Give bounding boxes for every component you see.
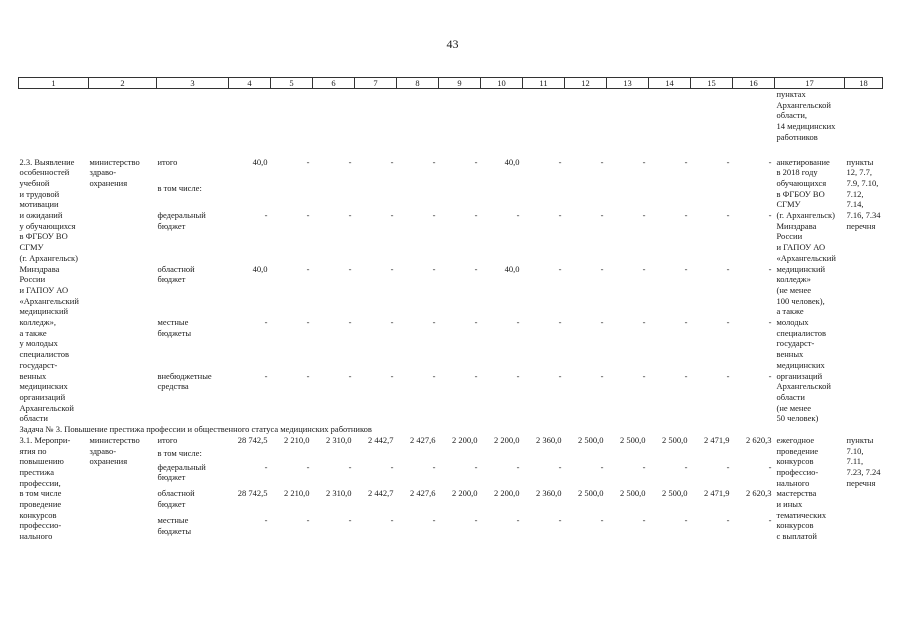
spacer-row xyxy=(19,143,883,157)
column-number: 15 xyxy=(691,78,733,89)
amount-cell: - xyxy=(348,370,352,381)
amount-cell: - xyxy=(432,210,436,221)
amount-cell: 2 500,0 xyxy=(662,488,688,499)
amount-cell: 2 500,0 xyxy=(578,488,604,499)
amount-cell xyxy=(607,448,649,461)
amount-cell: - xyxy=(348,515,352,526)
amount-cell: - xyxy=(642,370,646,381)
amount-cell xyxy=(565,183,607,210)
amount-cell: - xyxy=(306,370,310,381)
column-number: 6 xyxy=(313,78,355,89)
responsible-executor: министерство здраво- охранения xyxy=(89,434,140,467)
amount-cell: - xyxy=(306,210,310,221)
amount-cell: - xyxy=(348,210,352,221)
amount-cell: 40,0 xyxy=(504,263,520,274)
column-number: 5 xyxy=(271,78,313,89)
amount-cell: - xyxy=(726,370,730,381)
amount-cell: 2 442,7 xyxy=(368,488,394,499)
amount-cell: - xyxy=(264,317,268,328)
amount-cell xyxy=(691,448,733,461)
amount-cell xyxy=(439,448,481,461)
amount-cell xyxy=(397,183,439,210)
funding-source-label: федеральный бюджет xyxy=(157,210,206,231)
column-number: 12 xyxy=(565,78,607,89)
amount-cell: 40,0 xyxy=(252,156,268,167)
amount-cell: - xyxy=(264,515,268,526)
amount-cell: 2 210,0 xyxy=(284,434,310,445)
amount-cell: - xyxy=(768,156,772,167)
amount-cell: - xyxy=(642,263,646,274)
amount-cell xyxy=(733,183,775,210)
amount-cell: - xyxy=(558,263,562,274)
measure-name: 2.3. Выявление особенностей учебной и трудовой мотивации и ожиданий у обучающихся в ФГБОУ ВО СГМУ (г. Архангельск) Минздрава России и ГАПОУ АО «Архангельский медицинский колледж», а также у молодых специалистов государст- венных медицинских организаций Архангельской области xyxy=(19,156,79,424)
amount-cell xyxy=(229,183,271,210)
amount-cell xyxy=(607,183,649,210)
amount-cell: - xyxy=(474,515,478,526)
funding-source-label: в том числе: xyxy=(157,448,202,459)
task-heading-row xyxy=(19,424,883,435)
amount-cell: - xyxy=(726,156,730,167)
amount-cell: - xyxy=(768,263,772,274)
amount-cell: 2 210,0 xyxy=(284,488,310,499)
amount-cell: - xyxy=(600,370,604,381)
amount-cell: - xyxy=(306,461,310,472)
amount-cell: - xyxy=(390,515,394,526)
column-number: 10 xyxy=(481,78,523,89)
amount-cell: - xyxy=(558,461,562,472)
amount-cell: 2 442,7 xyxy=(368,434,394,445)
amount-cell xyxy=(649,448,691,461)
amount-cell: - xyxy=(474,156,478,167)
amount-cell: - xyxy=(432,515,436,526)
column-number: 11 xyxy=(523,78,565,89)
amount-cell: - xyxy=(684,210,688,221)
measure-name: 3.1. Меропри- ятия по повышению престижа профессии, в том числе проведение конкурсов профессио- нального xyxy=(19,434,71,542)
empty-cell xyxy=(19,143,883,157)
amount-cell: - xyxy=(684,461,688,472)
reference-points: пункты 7.10, 7.11, 7.23, 7.24 перечня xyxy=(846,434,881,488)
amount-cell: - xyxy=(600,461,604,472)
amount-cell: - xyxy=(558,515,562,526)
column-number: 2 xyxy=(89,78,157,89)
amount-cell: 2 200,0 xyxy=(452,488,478,499)
amount-cell: 2 427,6 xyxy=(410,488,436,499)
responsible-executor: министерство здраво- охранения xyxy=(89,156,140,188)
amount-cell: - xyxy=(726,210,730,221)
amount-cell: - xyxy=(726,461,730,472)
amount-cell: - xyxy=(474,317,478,328)
amount-cell: - xyxy=(432,156,436,167)
amount-cell: 2 310,0 xyxy=(326,488,352,499)
amount-cell: - xyxy=(726,317,730,328)
amount-cell: - xyxy=(390,210,394,221)
expected-result: анкетирование в 2018 году обучающихся в ФГБОУ ВО СГМУ (г. Архангельск) Минздрава России и ГАПОУ АО «Архангельский медицинский колледж» (не менее 100 человек), а также молодых специалистов государст- венных медицинских организаций Архангельской области (не менее 50 человек) xyxy=(776,156,836,424)
amount-cell: - xyxy=(600,515,604,526)
amount-cell: - xyxy=(558,370,562,381)
column-number-header xyxy=(19,78,883,89)
amount-cell: 2 620,3 xyxy=(746,434,772,445)
amount-cell: - xyxy=(642,461,646,472)
amount-cell xyxy=(481,448,523,461)
amount-cell xyxy=(271,448,313,461)
amount-cell: 2 471,9 xyxy=(704,434,730,445)
amount-cell xyxy=(397,448,439,461)
amount-cell: 2 310,0 xyxy=(326,434,352,445)
amount-cell xyxy=(355,183,397,210)
amount-cell: 2 471,9 xyxy=(704,488,730,499)
amount-cell: - xyxy=(600,210,604,221)
column-number: 18 xyxy=(845,78,883,89)
amount-cell: - xyxy=(348,461,352,472)
amount-cell: - xyxy=(432,370,436,381)
amount-cell: - xyxy=(474,461,478,472)
funding-row xyxy=(19,435,883,448)
amount-cell: - xyxy=(516,370,520,381)
amount-cell: - xyxy=(684,263,688,274)
amount-cell: - xyxy=(642,210,646,221)
amount-cell: 2 427,6 xyxy=(410,434,436,445)
amount-cell: - xyxy=(432,263,436,274)
amount-cell xyxy=(565,448,607,461)
amount-cell: - xyxy=(390,263,394,274)
amount-cell xyxy=(271,183,313,210)
amount-cell: - xyxy=(768,210,772,221)
amount-cell: 2 500,0 xyxy=(578,434,604,445)
column-number: 1 xyxy=(19,78,89,89)
amount-cell: - xyxy=(390,156,394,167)
amount-cell: - xyxy=(348,263,352,274)
amount-cell xyxy=(481,183,523,210)
amount-cell: - xyxy=(516,461,520,472)
amount-cell: - xyxy=(768,370,772,381)
amount-cell: 2 200,0 xyxy=(494,488,520,499)
amount-cell xyxy=(523,448,565,461)
amount-cell: 2 500,0 xyxy=(620,488,646,499)
column-number: 7 xyxy=(355,78,397,89)
amount-cell: - xyxy=(474,210,478,221)
amount-cell: - xyxy=(558,210,562,221)
amount-cell: - xyxy=(516,515,520,526)
amount-cell: 2 360,0 xyxy=(536,434,562,445)
column-number: 3 xyxy=(157,78,229,89)
amount-cell: - xyxy=(264,370,268,381)
amount-cell: - xyxy=(642,317,646,328)
funding-source-label: местные бюджеты xyxy=(157,317,192,338)
column-number: 17 xyxy=(775,78,845,89)
task-heading: Задача № 3. Повышение престижа профессии и общественного статуса медицинских работников xyxy=(19,424,372,435)
amount-cell: - xyxy=(558,156,562,167)
amount-cell: - xyxy=(642,156,646,167)
amount-cell: - xyxy=(600,317,604,328)
amount-cell xyxy=(649,183,691,210)
amount-cell: 2 360,0 xyxy=(536,488,562,499)
amount-cell: 2 500,0 xyxy=(662,434,688,445)
amount-cell xyxy=(229,448,271,461)
column-number: 4 xyxy=(229,78,271,89)
column-number: 9 xyxy=(439,78,481,89)
funding-row xyxy=(19,157,883,184)
amount-cell xyxy=(313,183,355,210)
amount-cell xyxy=(439,183,481,210)
amount-cell: - xyxy=(684,370,688,381)
amount-cell: - xyxy=(600,156,604,167)
amount-cell: - xyxy=(306,156,310,167)
amount-cell: - xyxy=(264,461,268,472)
amount-cell: - xyxy=(726,515,730,526)
column-number: 13 xyxy=(607,78,649,89)
reference-points: пункты 12, 7.7, 7.9, 7.10, 7.12, 7.14, 7.16, 7.34 перечня xyxy=(846,156,881,231)
amount-cell: - xyxy=(684,156,688,167)
funding-source-label: итого xyxy=(157,434,178,445)
amount-cell: - xyxy=(306,515,310,526)
amount-cell: 2 200,0 xyxy=(494,434,520,445)
column-number: 16 xyxy=(733,78,775,89)
amount-cell: - xyxy=(474,370,478,381)
page-number: 43 xyxy=(446,37,459,51)
amount-cell: - xyxy=(768,515,772,526)
column-number: 8 xyxy=(397,78,439,89)
amount-cell: - xyxy=(768,317,772,328)
amount-cell: 2 620,3 xyxy=(746,488,772,499)
amount-cell: 28 742,5 xyxy=(237,488,268,499)
funding-source-label: местные бюджеты xyxy=(157,515,192,536)
funding-source-label: внебюджетные средства xyxy=(157,370,212,392)
funding-source-label: в том числе: xyxy=(157,183,202,194)
empty-cell xyxy=(19,89,775,143)
amount-cell: - xyxy=(264,210,268,221)
amount-cell xyxy=(691,183,733,210)
program-table xyxy=(18,77,883,542)
amount-cell: - xyxy=(432,461,436,472)
amount-cell: - xyxy=(516,317,520,328)
amount-cell: 2 200,0 xyxy=(452,434,478,445)
amount-cell: - xyxy=(684,515,688,526)
amount-cell: 40,0 xyxy=(504,156,520,167)
amount-cell: - xyxy=(306,317,310,328)
amount-cell: 28 742,5 xyxy=(237,434,268,445)
funding-source-label: итого xyxy=(157,156,178,167)
amount-cell xyxy=(313,448,355,461)
amount-cell: - xyxy=(306,263,310,274)
amount-cell: - xyxy=(684,317,688,328)
column-number: 14 xyxy=(649,78,691,89)
funding-source-label: федеральный бюджет xyxy=(157,461,206,483)
amount-cell: - xyxy=(390,461,394,472)
amount-cell: - xyxy=(348,156,352,167)
empty-cell xyxy=(845,89,883,143)
amount-cell: - xyxy=(600,263,604,274)
carryover-note: пунктах Архангельской области, 14 медицинских работников xyxy=(776,89,836,142)
carryover-row xyxy=(19,89,883,143)
amount-cell: 2 500,0 xyxy=(620,434,646,445)
amount-cell xyxy=(523,183,565,210)
amount-cell: - xyxy=(474,263,478,274)
amount-cell: - xyxy=(348,317,352,328)
amount-cell: - xyxy=(516,210,520,221)
amount-cell: - xyxy=(642,515,646,526)
amount-cell xyxy=(355,448,397,461)
amount-cell xyxy=(733,448,775,461)
amount-cell: 40,0 xyxy=(252,263,268,274)
amount-cell: - xyxy=(726,263,730,274)
funding-source-label: областной бюджет xyxy=(157,263,195,285)
amount-cell: - xyxy=(432,317,436,328)
expected-result: ежегодное проведение конкурсов профессио- нального мастерства и иных тематических конкурсов с выплатой xyxy=(776,434,827,542)
funding-source-label: областной бюджет xyxy=(157,488,195,509)
amount-cell: - xyxy=(390,317,394,328)
amount-cell: - xyxy=(768,461,772,472)
amount-cell: - xyxy=(390,370,394,381)
amount-cell: - xyxy=(558,317,562,328)
table-body xyxy=(19,89,883,542)
